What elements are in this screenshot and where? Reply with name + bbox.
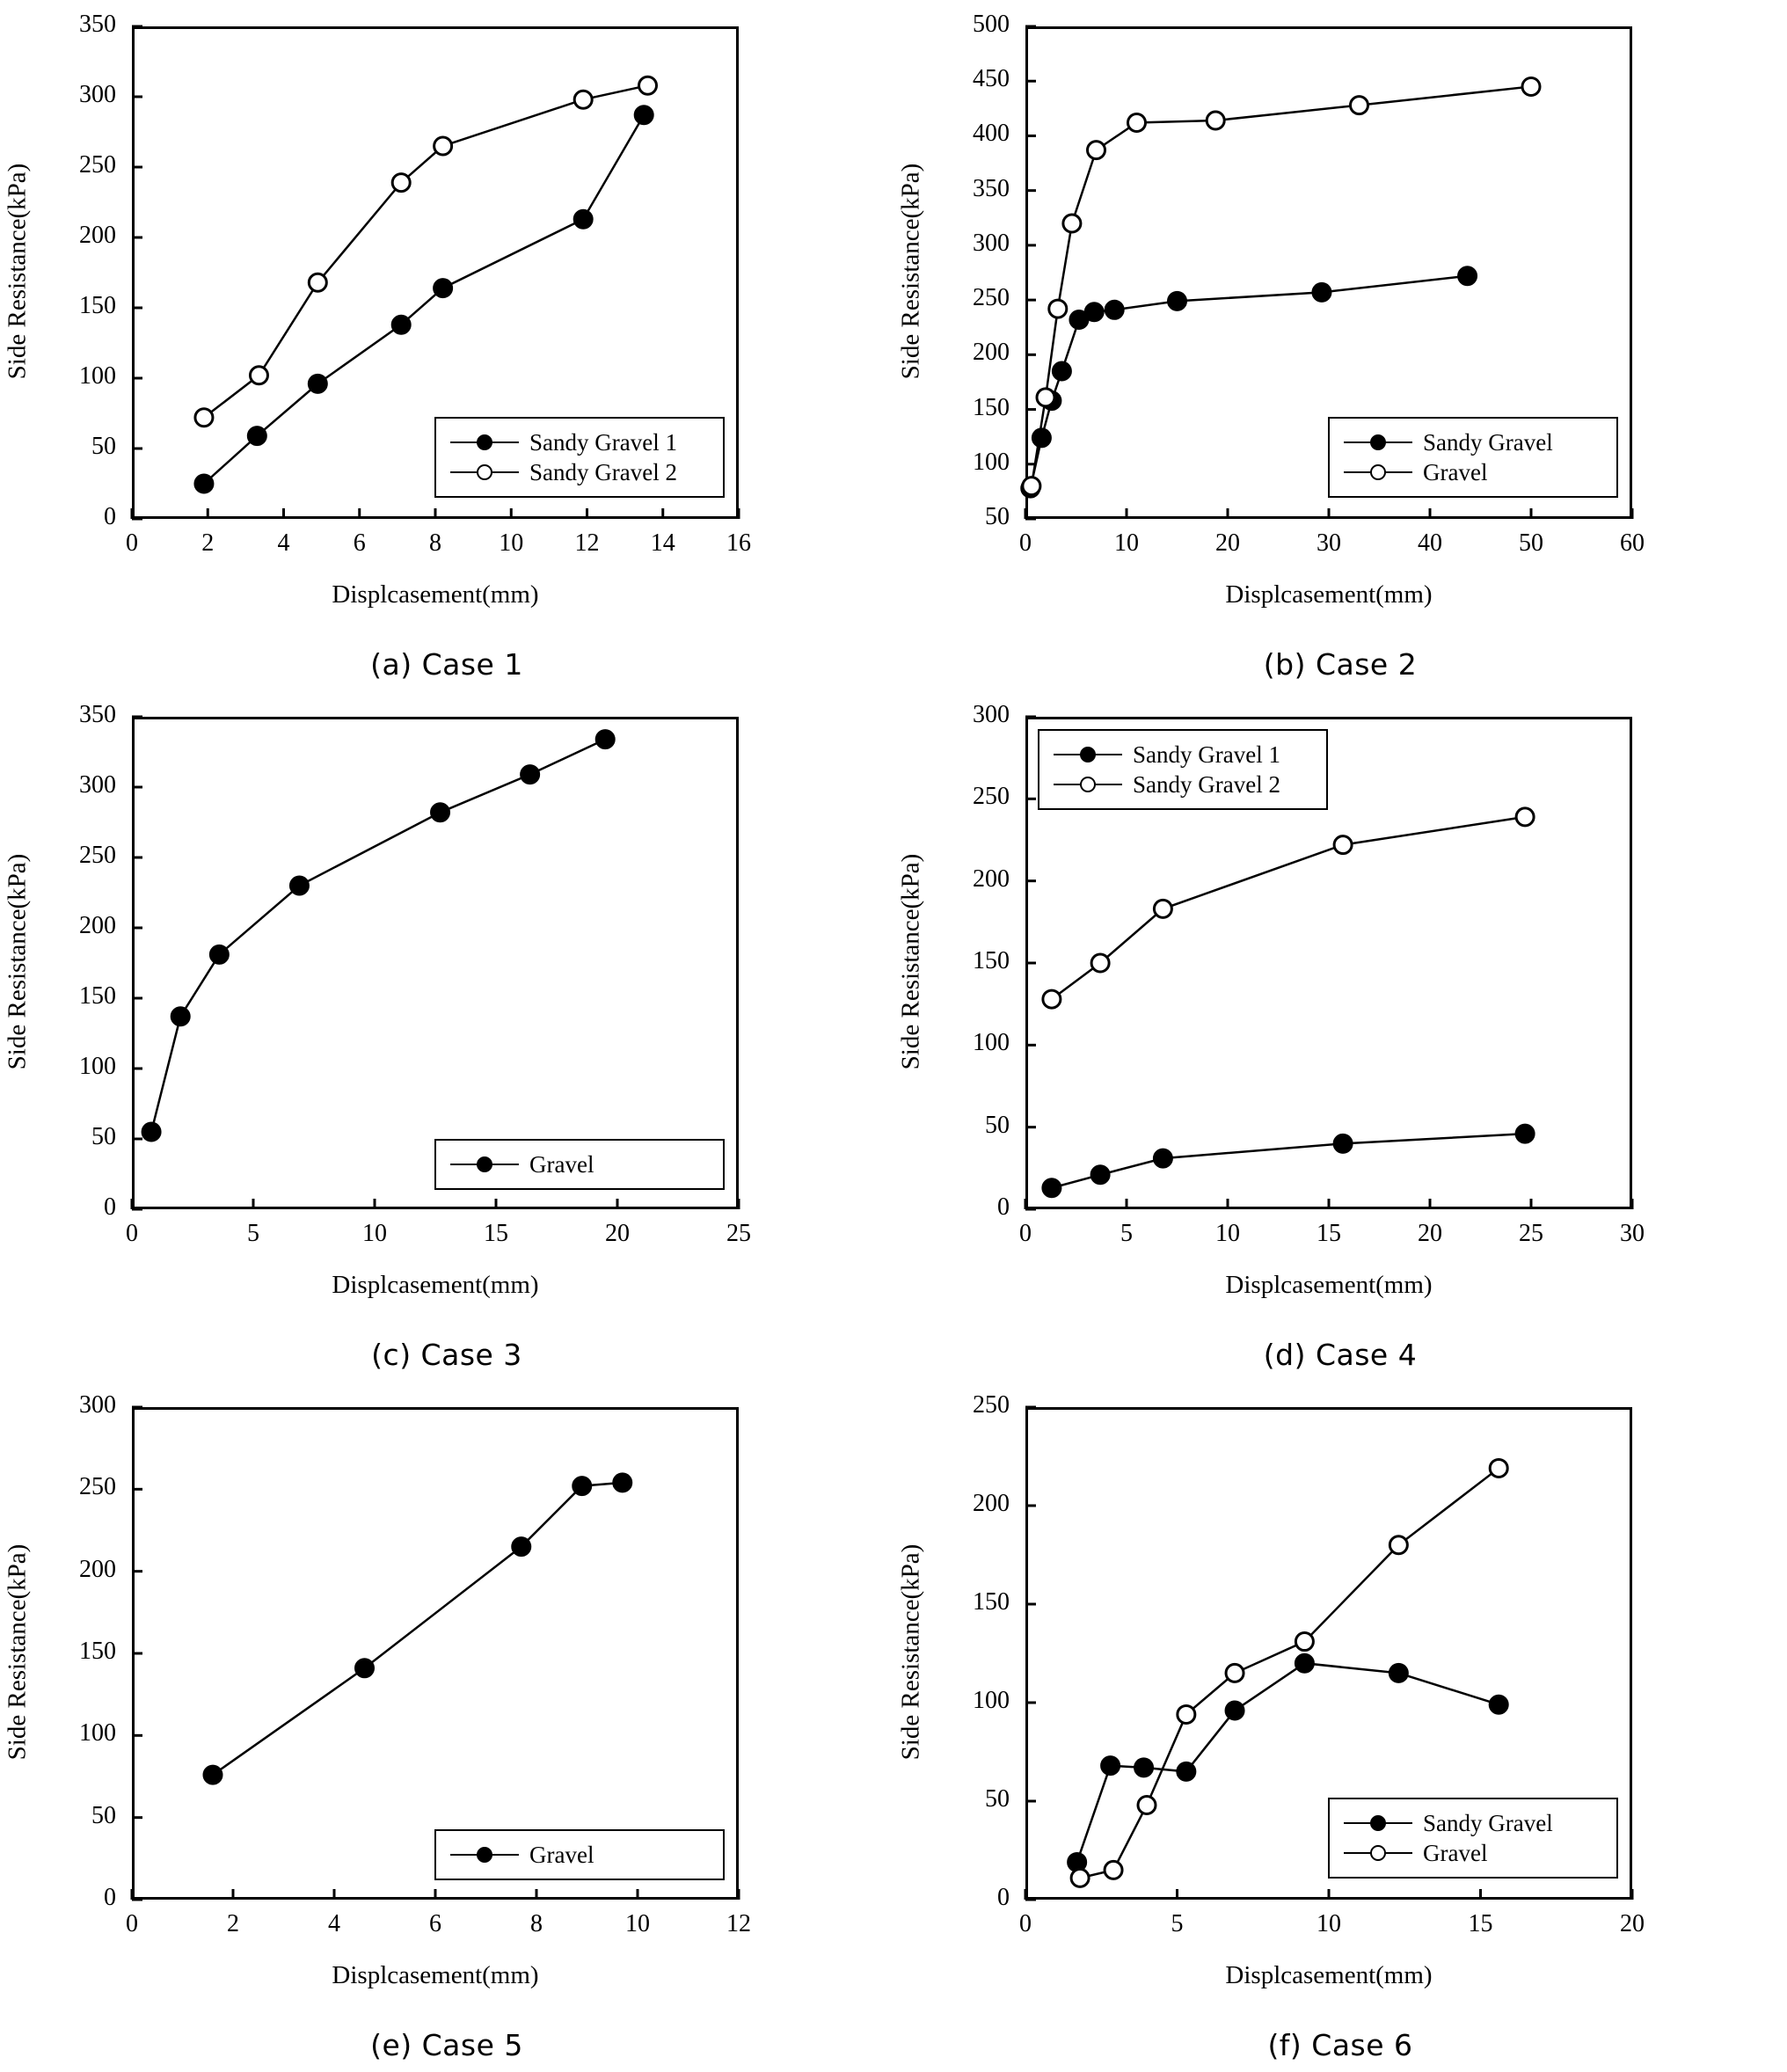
y-tick-label: 150 bbox=[973, 1588, 1010, 1616]
series-line bbox=[1052, 1134, 1525, 1188]
filled-circle-marker-icon bbox=[450, 1846, 519, 1864]
data-point-marker bbox=[1226, 1702, 1244, 1719]
data-point-marker bbox=[1313, 283, 1331, 301]
data-point-marker bbox=[1063, 215, 1081, 232]
legend-item bbox=[1054, 740, 1312, 770]
series-line bbox=[151, 740, 605, 1132]
y-axis-label: Side Resistance(kPa) bbox=[3, 853, 32, 1070]
x-tick-label: 2 bbox=[227, 1910, 239, 1937]
data-point-marker bbox=[1459, 267, 1477, 285]
y-tick-label: 0 bbox=[104, 1193, 116, 1221]
panel-caption-d: (d) Case 4 bbox=[1263, 1338, 1418, 1372]
panel-caption-f: (f) Case 6 bbox=[1267, 2028, 1413, 2062]
legend-item bbox=[1344, 1808, 1602, 1838]
legend-label: Gravel bbox=[529, 1841, 594, 1868]
series-layer bbox=[894, 0, 1787, 607]
x-tick-label: 12 bbox=[726, 1910, 751, 1937]
legend-label: Sandy Gravel bbox=[1423, 1809, 1553, 1836]
data-point-marker bbox=[1178, 1762, 1195, 1780]
filled-circle-marker-icon bbox=[1344, 1814, 1412, 1832]
data-point-marker bbox=[1334, 836, 1352, 854]
data-point-marker bbox=[596, 731, 614, 748]
x-tick-label: 0 bbox=[126, 529, 138, 557]
y-tick-label: 400 bbox=[973, 120, 1010, 148]
y-tick-label: 50 bbox=[985, 1785, 1010, 1813]
data-point-marker bbox=[171, 1008, 189, 1025]
y-tick-label: 300 bbox=[973, 229, 1010, 257]
y-tick-label: 200 bbox=[973, 865, 1010, 893]
x-tick-label: 20 bbox=[1418, 1220, 1442, 1247]
data-point-marker bbox=[1085, 303, 1103, 321]
y-tick-label: 50 bbox=[91, 1801, 116, 1829]
x-tick-label: 30 bbox=[1317, 529, 1341, 557]
legend bbox=[434, 417, 725, 498]
y-tick-label: 250 bbox=[973, 1391, 1010, 1419]
x-tick-label: 15 bbox=[484, 1220, 508, 1247]
data-point-marker bbox=[309, 375, 326, 392]
filled-circle-marker-icon bbox=[450, 1156, 519, 1173]
data-point-marker bbox=[1516, 808, 1534, 826]
y-tick-label: 250 bbox=[973, 783, 1010, 811]
data-point-marker bbox=[392, 174, 410, 192]
legend bbox=[434, 1139, 725, 1190]
y-tick-label: 150 bbox=[79, 982, 116, 1010]
data-point-marker bbox=[1178, 1705, 1195, 1723]
chart-panel-case4 bbox=[894, 690, 1787, 1297]
open-circle-marker-icon bbox=[1344, 463, 1412, 481]
x-tick-label: 6 bbox=[353, 529, 366, 557]
data-point-marker bbox=[356, 1660, 374, 1677]
x-tick-label: 5 bbox=[247, 1220, 259, 1247]
legend-item bbox=[1344, 457, 1602, 487]
y-tick-label: 250 bbox=[79, 151, 116, 179]
series-layer bbox=[0, 1381, 894, 1988]
x-axis-label: Displcasement(mm) bbox=[332, 1961, 539, 1989]
y-tick-label: 50 bbox=[91, 433, 116, 460]
x-tick-label: 20 bbox=[1215, 529, 1240, 557]
data-point-marker bbox=[1037, 389, 1054, 406]
data-point-marker bbox=[392, 316, 410, 333]
series-layer bbox=[894, 690, 1787, 1297]
series-layer bbox=[0, 0, 894, 607]
legend-item bbox=[450, 1840, 709, 1870]
data-point-marker bbox=[1053, 362, 1070, 380]
x-tick-label: 25 bbox=[1519, 1220, 1543, 1247]
y-tick-label: 150 bbox=[79, 1638, 116, 1665]
data-point-marker bbox=[1516, 1125, 1534, 1142]
y-tick-label: 0 bbox=[997, 1884, 1010, 1911]
data-point-marker bbox=[639, 77, 657, 94]
x-tick-label: 10 bbox=[1114, 529, 1139, 557]
x-tick-label: 10 bbox=[362, 1220, 387, 1247]
legend-item bbox=[1344, 1838, 1602, 1868]
data-point-marker bbox=[1522, 77, 1540, 95]
y-axis-label: Side Resistance(kPa) bbox=[896, 853, 925, 1070]
y-tick-label: 350 bbox=[973, 174, 1010, 202]
data-point-marker bbox=[1226, 1664, 1244, 1682]
y-tick-label: 50 bbox=[91, 1123, 116, 1150]
x-tick-label: 4 bbox=[328, 1910, 340, 1937]
legend-label: Gravel bbox=[529, 1150, 594, 1178]
series-layer bbox=[0, 690, 894, 1297]
y-tick-label: 300 bbox=[79, 771, 116, 799]
y-axis-label: Side Resistance(kPa) bbox=[3, 1543, 32, 1761]
y-tick-label: 250 bbox=[79, 1473, 116, 1501]
data-point-marker bbox=[1043, 1179, 1061, 1197]
data-point-marker bbox=[1091, 1166, 1109, 1184]
x-axis-label: Displcasement(mm) bbox=[332, 1271, 539, 1299]
panel-caption-e: (e) Case 5 bbox=[370, 2028, 523, 2062]
data-point-marker bbox=[574, 91, 592, 108]
x-tick-label: 50 bbox=[1519, 529, 1543, 557]
data-point-marker bbox=[1490, 1459, 1507, 1477]
legend-label: Gravel bbox=[1423, 458, 1488, 485]
panel-caption-c: (c) Case 3 bbox=[371, 1338, 522, 1372]
chart-panel-case5 bbox=[0, 1381, 894, 1988]
legend-label: Sandy Gravel bbox=[1423, 428, 1553, 456]
data-point-marker bbox=[614, 1474, 631, 1492]
data-point-marker bbox=[309, 274, 326, 291]
x-tick-label: 10 bbox=[625, 1910, 650, 1937]
legend bbox=[434, 1829, 725, 1880]
legend-label: Sandy Gravel 1 bbox=[1133, 741, 1280, 768]
data-point-marker bbox=[1088, 142, 1105, 159]
x-tick-label: 4 bbox=[277, 529, 290, 557]
y-tick-label: 100 bbox=[79, 1053, 116, 1080]
x-tick-label: 16 bbox=[726, 529, 751, 557]
data-point-marker bbox=[574, 210, 592, 228]
y-tick-label: 50 bbox=[985, 503, 1010, 530]
data-point-marker bbox=[1154, 900, 1171, 917]
data-point-marker bbox=[290, 877, 308, 894]
x-tick-label: 30 bbox=[1620, 1220, 1645, 1247]
y-tick-label: 0 bbox=[997, 1193, 1010, 1221]
legend bbox=[1038, 729, 1328, 810]
y-tick-label: 250 bbox=[973, 284, 1010, 312]
data-point-marker bbox=[635, 106, 653, 124]
x-axis-label: Displcasement(mm) bbox=[1225, 1271, 1433, 1299]
y-tick-label: 0 bbox=[104, 1884, 116, 1911]
x-tick-label: 40 bbox=[1418, 529, 1442, 557]
y-tick-label: 100 bbox=[973, 1029, 1010, 1057]
legend-item bbox=[1054, 770, 1312, 799]
y-tick-label: 300 bbox=[973, 701, 1010, 728]
x-tick-label: 10 bbox=[1317, 1910, 1341, 1937]
x-tick-label: 14 bbox=[650, 529, 675, 557]
data-point-marker bbox=[204, 1766, 222, 1784]
data-point-marker bbox=[1071, 1869, 1089, 1886]
legend-label: Gravel bbox=[1423, 1839, 1488, 1866]
x-tick-label: 20 bbox=[605, 1220, 630, 1247]
data-point-marker bbox=[1049, 300, 1067, 317]
data-point-marker bbox=[1169, 292, 1186, 310]
panel-cell-b bbox=[894, 0, 1787, 690]
filled-circle-marker-icon bbox=[450, 434, 519, 451]
legend-label: Sandy Gravel 2 bbox=[1133, 770, 1280, 798]
panel-caption-b: (b) Case 2 bbox=[1263, 647, 1418, 682]
chart-panel-case2 bbox=[894, 0, 1787, 607]
data-point-marker bbox=[434, 137, 452, 155]
data-point-marker bbox=[1207, 112, 1224, 129]
x-tick-label: 0 bbox=[1019, 529, 1032, 557]
data-point-marker bbox=[1389, 1664, 1407, 1682]
chart-panel-case3 bbox=[0, 690, 894, 1297]
data-point-marker bbox=[210, 945, 228, 963]
data-point-marker bbox=[1023, 478, 1040, 495]
legend-item bbox=[450, 457, 709, 487]
y-tick-label: 100 bbox=[79, 362, 116, 390]
y-tick-label: 500 bbox=[973, 11, 1010, 38]
y-tick-label: 200 bbox=[79, 912, 116, 939]
data-point-marker bbox=[432, 804, 449, 821]
y-tick-label: 0 bbox=[104, 503, 116, 530]
data-point-marker bbox=[522, 766, 539, 784]
y-tick-label: 150 bbox=[973, 393, 1010, 421]
x-tick-label: 15 bbox=[1317, 1220, 1341, 1247]
y-tick-label: 150 bbox=[973, 947, 1010, 974]
x-tick-label: 5 bbox=[1171, 1910, 1184, 1937]
x-tick-label: 0 bbox=[126, 1220, 138, 1247]
data-point-marker bbox=[142, 1123, 160, 1141]
data-point-marker bbox=[1389, 1536, 1407, 1554]
legend-label: Sandy Gravel 2 bbox=[529, 458, 677, 485]
filled-circle-marker-icon bbox=[1344, 434, 1412, 451]
data-point-marker bbox=[1105, 301, 1123, 318]
data-point-marker bbox=[195, 409, 213, 427]
y-tick-label: 100 bbox=[973, 1687, 1010, 1714]
data-point-marker bbox=[1334, 1134, 1352, 1152]
panel-cell-a bbox=[0, 0, 894, 690]
y-axis-label: Side Resistance(kPa) bbox=[896, 1543, 925, 1761]
x-tick-label: 25 bbox=[726, 1220, 751, 1247]
data-point-marker bbox=[573, 1477, 591, 1495]
y-tick-label: 200 bbox=[79, 1555, 116, 1583]
legend bbox=[1328, 1798, 1618, 1879]
x-tick-label: 20 bbox=[1620, 1910, 1645, 1937]
data-point-marker bbox=[1138, 1796, 1156, 1813]
chart-panel-case1 bbox=[0, 0, 894, 607]
panel-cell-d bbox=[894, 690, 1787, 1381]
data-point-marker bbox=[513, 1538, 530, 1556]
data-point-marker bbox=[1154, 1149, 1171, 1167]
legend-item bbox=[450, 427, 709, 457]
panel-cell-c bbox=[0, 690, 894, 1381]
y-tick-label: 300 bbox=[79, 1391, 116, 1419]
y-tick-label: 200 bbox=[79, 222, 116, 249]
data-point-marker bbox=[1032, 429, 1050, 447]
x-tick-label: 12 bbox=[574, 529, 600, 557]
y-tick-label: 100 bbox=[973, 448, 1010, 476]
legend-item bbox=[1344, 427, 1602, 457]
series-line bbox=[213, 1483, 623, 1775]
series-line bbox=[1052, 817, 1525, 999]
x-tick-label: 60 bbox=[1620, 529, 1645, 557]
y-tick-label: 250 bbox=[79, 842, 116, 869]
data-point-marker bbox=[1135, 1759, 1153, 1777]
x-tick-label: 15 bbox=[1468, 1910, 1493, 1937]
open-circle-marker-icon bbox=[450, 463, 519, 481]
y-axis-label: Side Resistance(kPa) bbox=[896, 163, 925, 380]
data-point-marker bbox=[1295, 1654, 1313, 1672]
y-tick-label: 450 bbox=[973, 65, 1010, 93]
data-point-marker bbox=[248, 427, 266, 445]
y-axis-label: Side Resistance(kPa) bbox=[3, 163, 32, 380]
x-tick-label: 0 bbox=[126, 1910, 138, 1937]
x-tick-label: 8 bbox=[530, 1910, 543, 1937]
x-tick-label: 0 bbox=[1019, 1220, 1032, 1247]
panel-caption-a: (a) Case 1 bbox=[370, 647, 523, 682]
y-tick-label: 200 bbox=[973, 1490, 1010, 1517]
data-point-marker bbox=[1043, 990, 1061, 1008]
series-line bbox=[204, 85, 648, 418]
y-tick-label: 350 bbox=[79, 11, 116, 38]
data-point-marker bbox=[1105, 1861, 1122, 1879]
data-point-marker bbox=[1128, 114, 1146, 132]
y-tick-label: 200 bbox=[973, 339, 1010, 367]
open-circle-marker-icon bbox=[1344, 1844, 1412, 1862]
data-point-marker bbox=[1490, 1696, 1507, 1713]
open-circle-marker-icon bbox=[1054, 776, 1122, 793]
legend-item bbox=[450, 1149, 709, 1179]
chart-panel-case6 bbox=[894, 1381, 1787, 1988]
x-tick-label: 8 bbox=[429, 529, 441, 557]
data-point-marker bbox=[1091, 954, 1109, 972]
legend-label: Sandy Gravel 1 bbox=[529, 428, 677, 456]
x-axis-label: Displcasement(mm) bbox=[1225, 580, 1433, 609]
x-axis-label: Displcasement(mm) bbox=[332, 580, 539, 609]
data-point-marker bbox=[195, 475, 213, 492]
x-tick-label: 10 bbox=[499, 529, 524, 557]
data-point-marker bbox=[1295, 1633, 1313, 1651]
data-point-marker bbox=[1351, 97, 1368, 114]
x-tick-label: 0 bbox=[1019, 1910, 1032, 1937]
x-tick-label: 10 bbox=[1215, 1220, 1240, 1247]
panel-cell-e bbox=[0, 1381, 894, 2071]
y-tick-label: 350 bbox=[79, 701, 116, 728]
data-point-marker bbox=[250, 367, 267, 384]
panel-cell-f bbox=[894, 1381, 1787, 2071]
y-tick-label: 150 bbox=[79, 292, 116, 319]
data-point-marker bbox=[434, 280, 452, 297]
y-tick-label: 50 bbox=[985, 1111, 1010, 1139]
y-tick-label: 100 bbox=[79, 1719, 116, 1747]
legend bbox=[1328, 417, 1618, 498]
filled-circle-marker-icon bbox=[1054, 746, 1122, 763]
series-layer bbox=[894, 1381, 1787, 1988]
data-point-marker bbox=[1102, 1757, 1120, 1775]
x-axis-label: Displcasement(mm) bbox=[1225, 1961, 1433, 1989]
x-tick-label: 6 bbox=[429, 1910, 441, 1937]
x-tick-label: 5 bbox=[1120, 1220, 1133, 1247]
x-tick-label: 2 bbox=[201, 529, 215, 557]
y-tick-label: 300 bbox=[79, 81, 116, 108]
